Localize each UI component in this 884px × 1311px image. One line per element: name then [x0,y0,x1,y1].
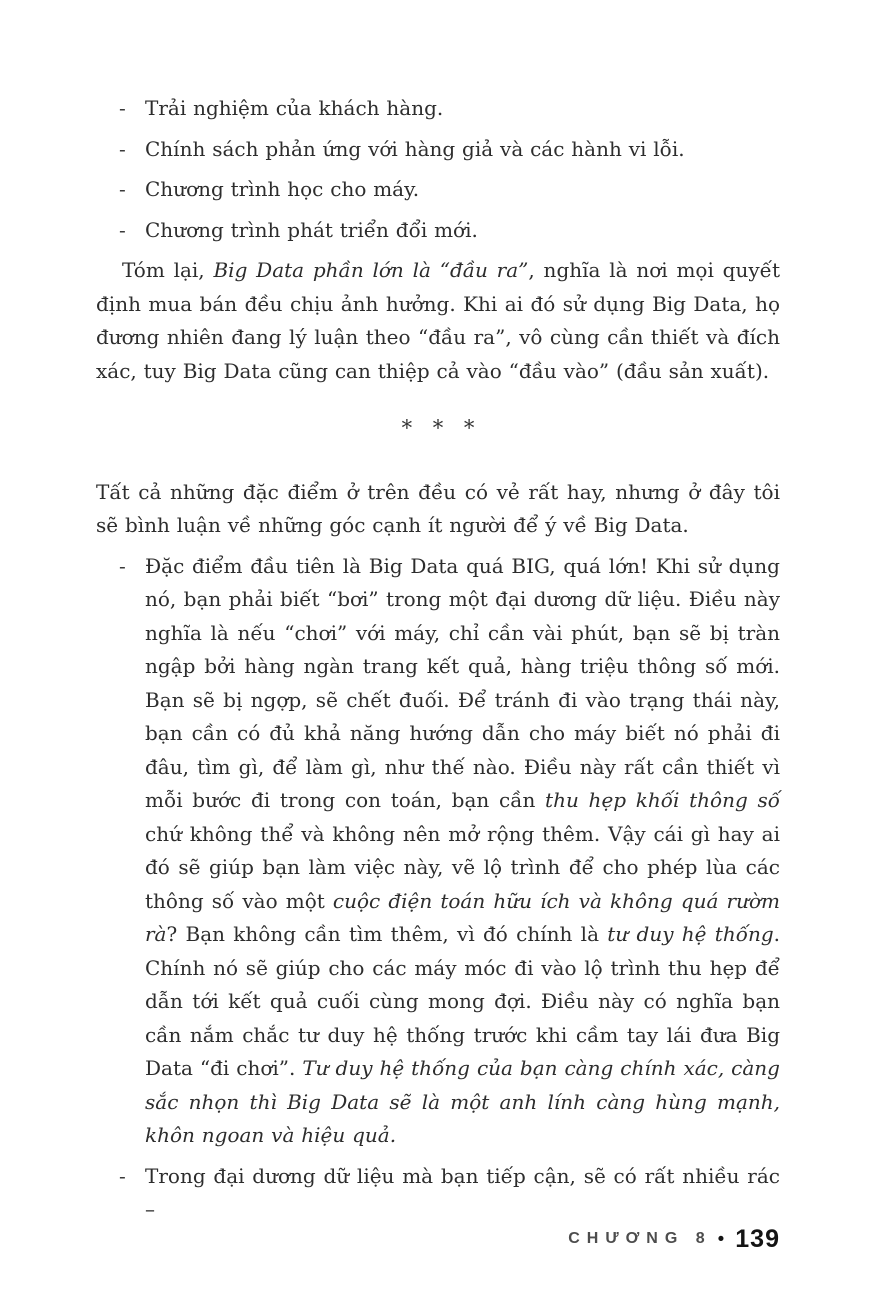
text-segment: Chương trình phát triển đổi mới. [145,217,478,242]
footer-dot-icon: • [717,1228,725,1250]
list-item [96,1160,780,1227]
text-segment: . Chính nó sẽ giúp cho các máy móc đi vào lộ trình thu hẹp để dẫn tới kết quả cuối cùng mong đợi. Điều này có nghĩa bạn cần nắm chắc tư duy hệ thống trước khi cầm tay lái đưa Big Data “đi chơi”. [145,922,780,1080]
text-segment: Chính sách phản ứng với hàng giả và các hành vi lỗi. [145,136,685,161]
text-segment: Trải nghiệm của khách hàng. [145,96,444,120]
list-item-text [145,173,780,207]
list-item [96,133,780,167]
bullet-dash-icon: - [119,553,126,578]
page-content [96,92,780,1234]
section-separator: * * * [401,416,482,440]
text-segment: tư duy hệ thống [607,922,774,946]
bullet-dash-icon: - [119,136,126,161]
list-item [96,550,780,1153]
text-segment: Đặc điểm đầu tiên là Big Data quá BIG, quá lớn! Khi sử dụng nó, bạn phải biết “bơi” trong một đại dương dữ liệu. Điều này nghĩa là nếu “chơi” với máy, chỉ cần vài phút, bạn sẽ bị tràn ngập bởi hàng ngàn trang kết quả, hàng triệu thông số mới. Bạn sẽ bị ngợp, sẽ chết đuối. Để tránh đi vào trạng thái này, bạn cần có đủ khả năng hướng dẫn cho máy biết nó phải đi đâu, tìm gì, để làm gì, như thế nào. Điều này rất cần thiết vì mỗi bước đi trong con toán, bạn cần [145,553,780,812]
list-item [96,173,780,207]
list-item-text [145,550,780,1153]
paragraph [96,254,780,388]
chapter-label: CHƯƠNG 8 [568,1230,712,1247]
list-item-text [145,92,780,126]
list-item [96,92,780,126]
list-item-text [145,1160,780,1227]
list-item [96,214,780,248]
text-segment: Trong đại dương dữ liệu mà bạn tiếp cận, sẽ có rất nhiều rác – [145,1163,780,1221]
text-segment: cuộc điện toán hữu ích và không quá rườm rà [145,888,780,946]
list-item-text [145,214,780,248]
paragraph [96,476,780,543]
page-number: 139 [735,1224,780,1253]
text-segment: Tóm lại, [122,258,214,282]
text-segment: ? Bạn không cần tìm thêm, vì đó chính là [166,922,608,946]
text-segment: , nghĩa là nơi mọi quyết định mua bán đều chịu ảnh hưởng. Khi ai đó sử dụng Big Data, họ đương nhiên đang lý luận theo “đầu ra”, vô cùng cần thiết và đích xác, tuy Big Data cũng can thiệp cả vào “đầu vào” (đầu sản xuất). [96,258,780,383]
list-item-text [145,133,780,167]
text-segment: Big Data phần lớn là “đầu ra” [213,258,529,282]
text-segment: chứ không thể và không nên mở rộng thêm. Vậy cái gì hay ai đó sẽ giúp bạn làm việc này, vẽ lộ trình để cho phép lùa các thông số vào một [145,821,780,913]
bullet-dash-icon: - [119,1163,126,1188]
bullet-dash-icon: - [119,177,126,201]
bullet-dash-icon: - [119,96,126,120]
text-segment: Tư duy hệ thống của bạn càng chính xác, càng sắc nhọn thì Big Data sẽ là một anh lính càng hùng mạnh, khôn ngoan và hiệu quả. [145,1056,780,1147]
page-footer [568,1224,780,1254]
bullet-dash-icon: - [119,217,126,242]
text-segment: thu hẹp khối thông số [545,788,780,812]
text-segment: Tất cả những đặc điểm ở trên đều có vẻ rất hay, nhưng ở đây tôi sẽ bình luận về những góc cạnh ít người để ý về Big Data. [96,479,780,537]
text-segment: Chương trình học cho máy. [145,177,420,201]
